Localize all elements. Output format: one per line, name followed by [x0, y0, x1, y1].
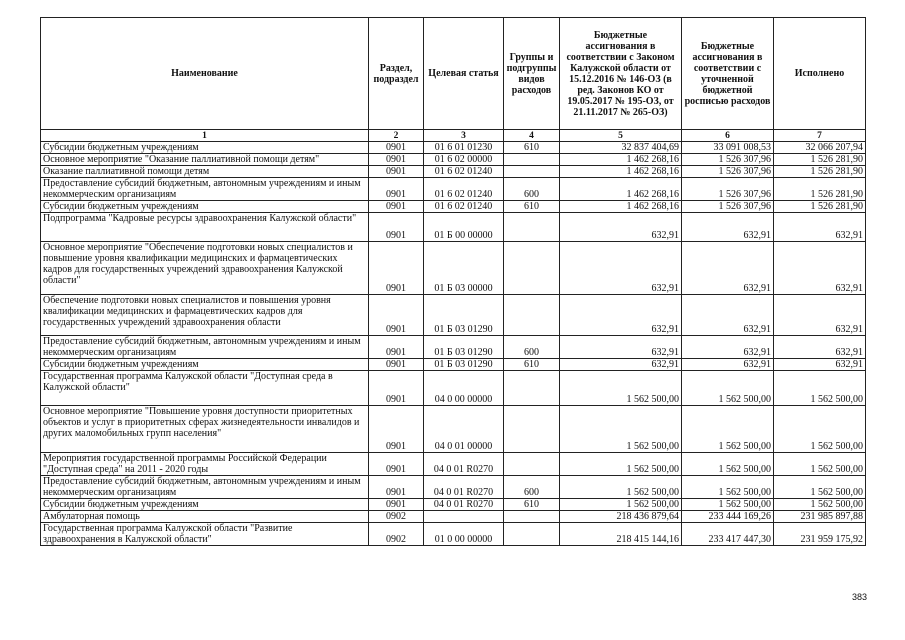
table-row	[41, 336, 866, 359]
row-executed: 1 562 500,00	[774, 406, 866, 453]
table-row	[41, 511, 866, 523]
row-section: 0901	[369, 499, 424, 511]
row-target-article: 01 6 02 01240	[424, 178, 504, 201]
page-number: 383	[851, 592, 867, 602]
table-row	[41, 142, 866, 154]
row-expense-group	[504, 166, 560, 178]
row-law-appropriation: 1 562 500,00	[560, 371, 682, 406]
row-refined-appropriation: 1 562 500,00	[682, 499, 774, 511]
row-name: Государственная программа Калужской области "Развитие здравоохранения в Калужской области"	[41, 523, 369, 546]
row-section: 0901	[369, 359, 424, 371]
row-target-article: 01 Б 03 01290	[424, 359, 504, 371]
row-refined-appropriation: 632,91	[682, 242, 774, 295]
row-target-article	[424, 511, 504, 523]
column-number: 6	[682, 130, 774, 142]
table-row	[41, 201, 866, 213]
row-expense-group: 600	[504, 336, 560, 359]
row-section: 0902	[369, 511, 424, 523]
row-law-appropriation: 1 462 268,16	[560, 201, 682, 213]
row-executed: 231 985 897,88	[774, 511, 866, 523]
budget-table	[40, 17, 866, 546]
row-refined-appropriation: 233 444 169,26	[682, 511, 774, 523]
column-number-row	[41, 130, 866, 142]
row-expense-group	[504, 371, 560, 406]
row-name: Предоставление субсидий бюджетным, автономным учреждениям и иным некоммерческим организациям	[41, 476, 369, 499]
row-target-article: 01 0 00 00000	[424, 523, 504, 546]
row-section: 0901	[369, 166, 424, 178]
row-refined-appropriation: 1 562 500,00	[682, 476, 774, 499]
row-refined-appropriation: 1 526 307,96	[682, 166, 774, 178]
row-executed: 632,91	[774, 336, 866, 359]
row-expense-group	[504, 453, 560, 476]
row-law-appropriation: 1 562 500,00	[560, 476, 682, 499]
column-number: 4	[504, 130, 560, 142]
table-row	[41, 523, 866, 546]
row-target-article: 01 Б 03 00000	[424, 242, 504, 295]
row-name: Основное мероприятие "Оказание паллиативной помощи детям"	[41, 154, 369, 166]
header-section: Раздел, подраздел	[369, 18, 424, 130]
row-name: Субсидии бюджетным учреждениям	[41, 142, 369, 154]
row-target-article: 01 Б 00 00000	[424, 213, 504, 242]
row-executed: 632,91	[774, 242, 866, 295]
table-row	[41, 178, 866, 201]
row-section: 0901	[369, 201, 424, 213]
row-section: 0901	[369, 178, 424, 201]
row-name: Предоставление субсидий бюджетным, автономным учреждениям и иным некоммерческим организациям	[41, 336, 369, 359]
row-target-article: 01 Б 03 01290	[424, 295, 504, 336]
row-executed: 1 526 281,90	[774, 178, 866, 201]
row-name: Амбулаторная помощь	[41, 511, 369, 523]
header-executed: Исполнено	[774, 18, 866, 130]
row-target-article: 04 0 01 R0270	[424, 476, 504, 499]
row-executed: 632,91	[774, 295, 866, 336]
table-row	[41, 453, 866, 476]
row-refined-appropriation: 1 562 500,00	[682, 371, 774, 406]
row-section: 0901	[369, 242, 424, 295]
table-row	[41, 476, 866, 499]
row-law-appropriation: 1 462 268,16	[560, 154, 682, 166]
row-target-article: 01 6 02 01240	[424, 201, 504, 213]
row-executed: 1 526 281,90	[774, 154, 866, 166]
row-executed: 1 562 500,00	[774, 499, 866, 511]
row-refined-appropriation: 233 417 447,30	[682, 523, 774, 546]
row-refined-appropriation: 632,91	[682, 336, 774, 359]
row-name: Субсидии бюджетным учреждениям	[41, 359, 369, 371]
column-number: 5	[560, 130, 682, 142]
row-expense-group	[504, 511, 560, 523]
row-executed: 1 562 500,00	[774, 476, 866, 499]
table-row	[41, 242, 866, 295]
row-executed: 632,91	[774, 213, 866, 242]
header-target: Целевая статья	[424, 18, 504, 130]
row-refined-appropriation: 1 562 500,00	[682, 453, 774, 476]
row-expense-group	[504, 154, 560, 166]
row-name: Основное мероприятие "Обеспечение подготовки новых специалистов и повышение уровня квалификации медицинских и фармацевтических кадров для государственных учреждений здравоохранения Калужской области"	[41, 242, 369, 295]
row-law-appropriation: 1 462 268,16	[560, 166, 682, 178]
header-name: Наименование	[41, 18, 369, 130]
row-expense-group	[504, 242, 560, 295]
row-name: Обеспечение подготовки новых специалистов и повышения уровня квалификации медицинских и фармацевтических кадров для государственных учреждений здравоохранения области	[41, 295, 369, 336]
column-number: 7	[774, 130, 866, 142]
column-number: 3	[424, 130, 504, 142]
table-row	[41, 359, 866, 371]
row-law-appropriation: 1 562 500,00	[560, 453, 682, 476]
header-refined-appropriations: Бюджетные ассигнования в соответствии с уточненной бюджетной росписью расходов	[682, 18, 774, 130]
table-row	[41, 406, 866, 453]
row-law-appropriation: 1 562 500,00	[560, 406, 682, 453]
row-executed: 1 526 281,90	[774, 201, 866, 213]
table-row	[41, 166, 866, 178]
row-executed: 1 562 500,00	[774, 371, 866, 406]
row-expense-group: 610	[504, 201, 560, 213]
row-refined-appropriation: 1 526 307,96	[682, 154, 774, 166]
row-executed: 1 562 500,00	[774, 453, 866, 476]
column-number: 2	[369, 130, 424, 142]
row-target-article: 01 6 02 00000	[424, 154, 504, 166]
row-law-appropriation: 218 415 144,16	[560, 523, 682, 546]
row-expense-group: 610	[504, 499, 560, 511]
table-row	[41, 295, 866, 336]
row-executed: 632,91	[774, 359, 866, 371]
row-section: 0901	[369, 371, 424, 406]
row-target-article: 04 0 00 00000	[424, 371, 504, 406]
row-target-article: 01 6 01 01230	[424, 142, 504, 154]
row-law-appropriation: 32 837 404,69	[560, 142, 682, 154]
row-expense-group: 600	[504, 476, 560, 499]
row-expense-group: 610	[504, 359, 560, 371]
row-law-appropriation: 1 462 268,16	[560, 178, 682, 201]
row-refined-appropriation: 1 526 307,96	[682, 178, 774, 201]
row-section: 0901	[369, 142, 424, 154]
row-executed: 1 526 281,90	[774, 166, 866, 178]
row-name: Мероприятия государственной программы Российской Федерации "Доступная среда" на 2011 - 2020 годы	[41, 453, 369, 476]
row-executed: 231 959 175,92	[774, 523, 866, 546]
row-expense-group	[504, 295, 560, 336]
row-law-appropriation: 632,91	[560, 242, 682, 295]
row-executed: 32 066 207,94	[774, 142, 866, 154]
header-groups: Группы и подгруппы видов расходов	[504, 18, 560, 130]
row-law-appropriation: 632,91	[560, 336, 682, 359]
row-target-article: 01 Б 03 01290	[424, 336, 504, 359]
row-law-appropriation: 632,91	[560, 213, 682, 242]
row-name: Основное мероприятие "Повышение уровня доступности приоритетных объектов и услуг в приоритетных сферах жизнедеятельности инвалидов и других маломобильных групп населения"	[41, 406, 369, 453]
row-expense-group	[504, 213, 560, 242]
row-law-appropriation: 632,91	[560, 295, 682, 336]
table-row	[41, 499, 866, 511]
row-expense-group: 610	[504, 142, 560, 154]
row-expense-group	[504, 406, 560, 453]
row-target-article: 04 0 01 R0270	[424, 453, 504, 476]
row-target-article: 01 6 02 01240	[424, 166, 504, 178]
row-section: 0901	[369, 476, 424, 499]
row-target-article: 04 0 01 00000	[424, 406, 504, 453]
row-section: 0901	[369, 295, 424, 336]
row-refined-appropriation: 632,91	[682, 213, 774, 242]
row-refined-appropriation: 1 526 307,96	[682, 201, 774, 213]
row-refined-appropriation: 632,91	[682, 295, 774, 336]
row-law-appropriation: 1 562 500,00	[560, 499, 682, 511]
row-expense-group: 600	[504, 178, 560, 201]
row-section: 0901	[369, 213, 424, 242]
row-expense-group	[504, 523, 560, 546]
row-refined-appropriation: 632,91	[682, 359, 774, 371]
header-row	[41, 18, 866, 130]
row-name: Государственная программа Калужской области "Доступная среда в Калужской области"	[41, 371, 369, 406]
row-section: 0901	[369, 453, 424, 476]
row-law-appropriation: 218 436 879,64	[560, 511, 682, 523]
row-target-article: 04 0 01 R0270	[424, 499, 504, 511]
table-row	[41, 371, 866, 406]
row-name: Субсидии бюджетным учреждениям	[41, 201, 369, 213]
row-section: 0901	[369, 406, 424, 453]
row-name: Оказание паллиативной помощи детям	[41, 166, 369, 178]
row-section: 0901	[369, 154, 424, 166]
row-refined-appropriation: 33 091 008,53	[682, 142, 774, 154]
row-section: 0901	[369, 336, 424, 359]
table-row	[41, 154, 866, 166]
row-refined-appropriation: 1 562 500,00	[682, 406, 774, 453]
header-law-appropriations: Бюджетные ассигнования в соответствии с Законом Калужской области от 15.12.2016 № 146-ОЗ (в ред. Законов КО от 19.05.2017 № 195-ОЗ, от 21.11.2017 № 265-ОЗ)	[560, 18, 682, 130]
row-section: 0902	[369, 523, 424, 546]
row-name: Предоставление субсидий бюджетным, автономным учреждениям и иным некоммерческим организациям	[41, 178, 369, 201]
table-row	[41, 213, 866, 242]
row-name: Субсидии бюджетным учреждениям	[41, 499, 369, 511]
row-law-appropriation: 632,91	[560, 359, 682, 371]
row-name: Подпрограмма "Кадровые ресурсы здравоохранения Калужской области"	[41, 213, 369, 242]
column-number: 1	[41, 130, 369, 142]
table-body	[41, 142, 866, 546]
